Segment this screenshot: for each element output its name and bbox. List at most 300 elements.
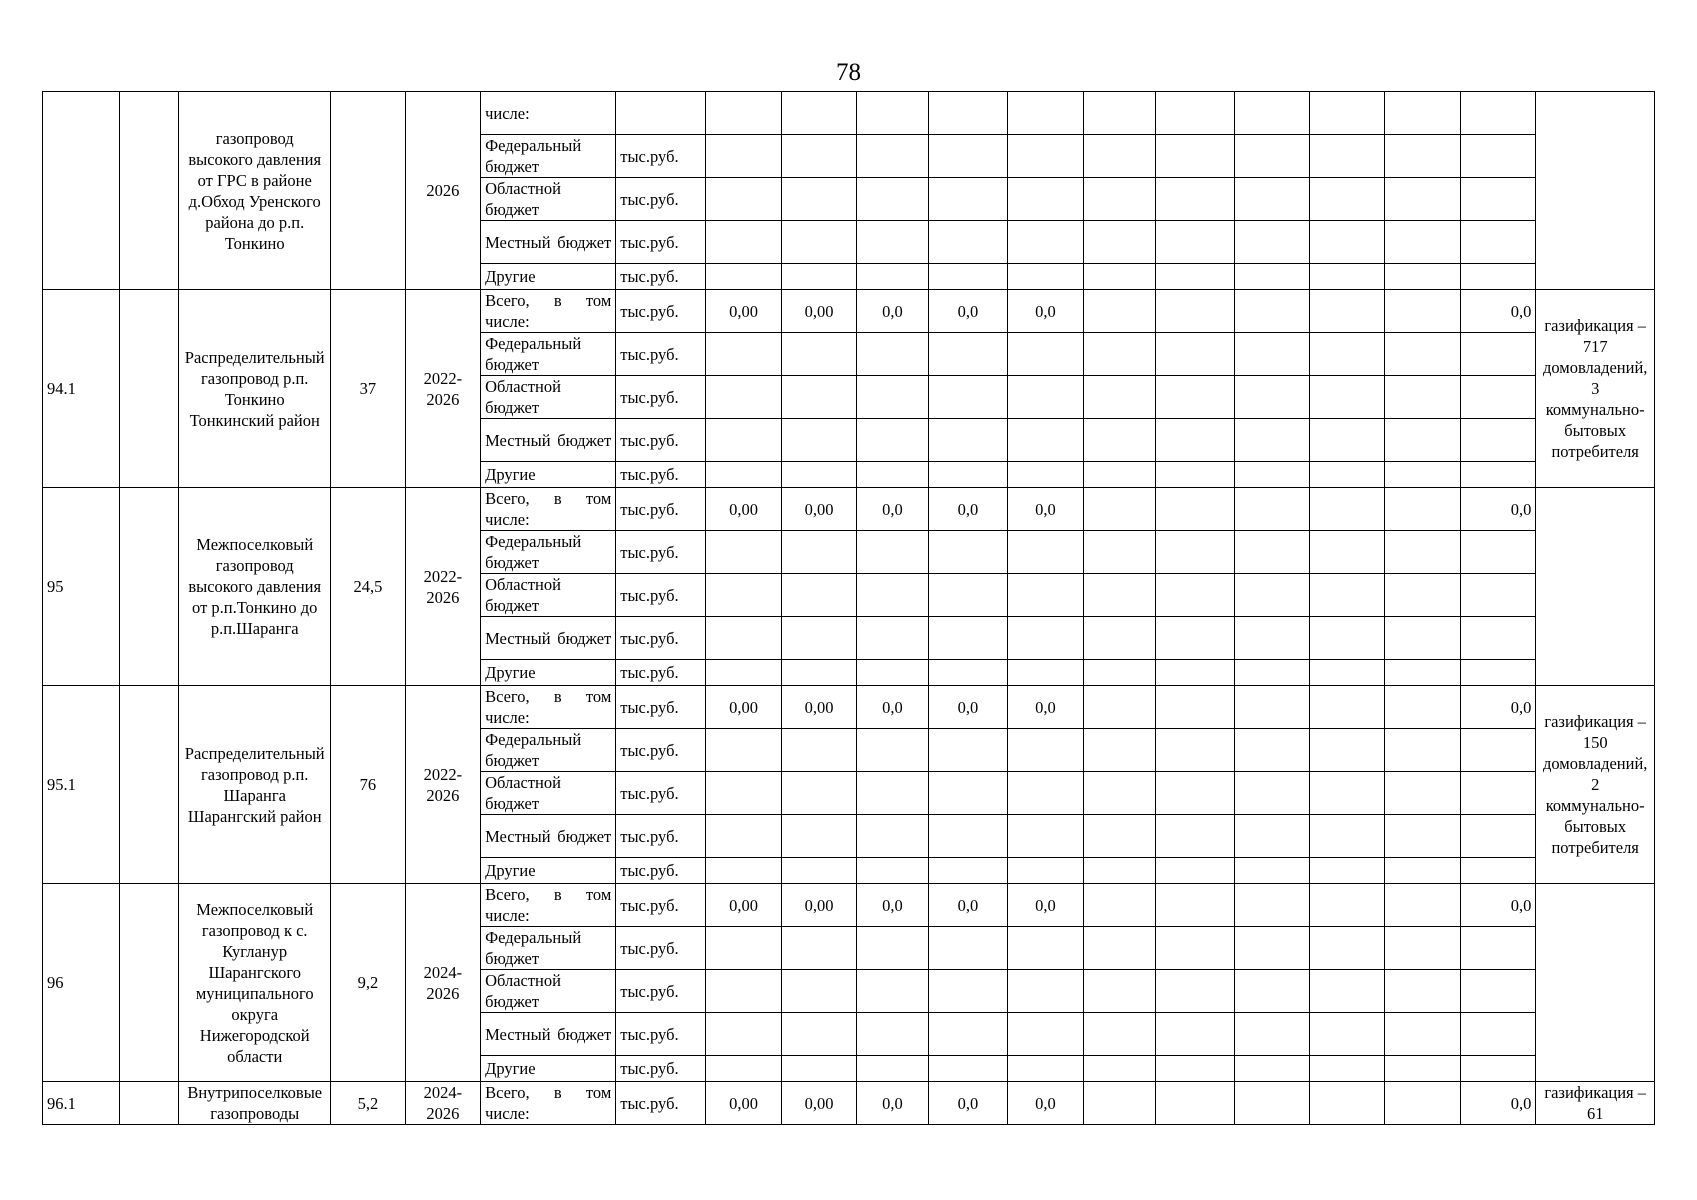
empty-cell	[1310, 729, 1385, 772]
object-name: Внутрипоселковые газопроводы	[179, 1082, 331, 1125]
empty-cell	[1385, 574, 1460, 617]
period-value: 2022-2026	[405, 488, 480, 686]
empty-cell	[1310, 178, 1385, 221]
empty-cell	[1385, 264, 1460, 290]
empty-cell	[1083, 333, 1155, 376]
year-value	[781, 92, 856, 135]
year-value	[781, 858, 856, 884]
unit-label: тыс.руб.	[616, 660, 706, 686]
year-value	[928, 333, 1008, 376]
year-value	[857, 264, 928, 290]
total-value	[1460, 1056, 1535, 1082]
empty-cell	[1155, 1082, 1234, 1125]
empty-cell	[1083, 221, 1155, 264]
year-value: 0,0	[1008, 488, 1083, 531]
empty-cell	[1234, 574, 1309, 617]
year-value	[706, 1013, 781, 1056]
year-value	[706, 772, 781, 815]
unit-label: тыс.руб.	[616, 333, 706, 376]
year-value: 0,0	[928, 884, 1008, 927]
empty-cell	[1385, 1013, 1460, 1056]
year-value	[706, 858, 781, 884]
year-value: 0,0	[857, 884, 928, 927]
empty-cell	[1083, 462, 1155, 488]
total-value	[1460, 178, 1535, 221]
unit-label: тыс.руб.	[616, 970, 706, 1013]
year-value: 0,00	[706, 1082, 781, 1125]
year-value: 0,00	[706, 488, 781, 531]
year-value: 0,00	[706, 686, 781, 729]
year-value	[857, 221, 928, 264]
empty-cell	[1385, 531, 1460, 574]
total-value: 0,0	[1460, 290, 1535, 333]
blank-cell	[119, 1082, 179, 1125]
year-value	[706, 462, 781, 488]
empty-cell	[1385, 772, 1460, 815]
year-value	[928, 1013, 1008, 1056]
empty-cell	[1385, 617, 1460, 660]
unit-label: тыс.руб.	[616, 290, 706, 333]
year-value	[706, 92, 781, 135]
empty-cell	[1385, 290, 1460, 333]
year-value	[781, 264, 856, 290]
row-number: 94.1	[43, 290, 120, 488]
empty-cell	[1083, 574, 1155, 617]
empty-cell	[1155, 1056, 1234, 1082]
empty-cell	[1155, 178, 1234, 221]
unit-label: тыс.руб.	[616, 1056, 706, 1082]
funding-source-label: Федеральный бюджет	[481, 135, 616, 178]
year-value	[928, 264, 1008, 290]
year-value	[1008, 264, 1083, 290]
funding-source-label: Местный бюджет	[481, 221, 616, 264]
total-value	[1460, 772, 1535, 815]
funding-source-label: Федеральный бюджет	[481, 333, 616, 376]
empty-cell	[1385, 1056, 1460, 1082]
result-note	[1536, 92, 1655, 290]
year-value: 0,0	[1008, 884, 1083, 927]
result-note: газификация – 150 домовладений, 2 коммунально-бытовых потребителя	[1536, 686, 1655, 884]
empty-cell	[1385, 884, 1460, 927]
empty-cell	[1083, 617, 1155, 660]
empty-cell	[1234, 686, 1309, 729]
total-value	[1460, 617, 1535, 660]
empty-cell	[1155, 419, 1234, 462]
year-value	[857, 333, 928, 376]
year-value	[1008, 1056, 1083, 1082]
empty-cell	[1155, 574, 1234, 617]
empty-cell	[1155, 462, 1234, 488]
total-value	[1460, 729, 1535, 772]
empty-cell	[1385, 221, 1460, 264]
year-value	[1008, 135, 1083, 178]
funding-source-label: Федеральный бюджет	[481, 927, 616, 970]
year-value: 0,0	[928, 488, 1008, 531]
unit-label: тыс.руб.	[616, 686, 706, 729]
year-value	[1008, 815, 1083, 858]
empty-cell	[1083, 772, 1155, 815]
funding-source-label: Всего, в том числе:	[481, 1082, 616, 1125]
unit-label: тыс.руб.	[616, 927, 706, 970]
result-note	[1536, 488, 1655, 686]
year-value	[1008, 333, 1083, 376]
object-name: Распределительный газопровод р.п. Шаранга Шарангский район	[179, 686, 331, 884]
unit-label: тыс.руб.	[616, 221, 706, 264]
year-value	[781, 376, 856, 419]
empty-cell	[1234, 729, 1309, 772]
year-value	[706, 927, 781, 970]
unit-label: тыс.руб.	[616, 1082, 706, 1125]
empty-cell	[1155, 290, 1234, 333]
empty-cell	[1385, 376, 1460, 419]
empty-cell	[1310, 290, 1385, 333]
empty-cell	[1310, 333, 1385, 376]
empty-cell	[1083, 686, 1155, 729]
empty-cell	[1310, 1082, 1385, 1125]
empty-cell	[1083, 815, 1155, 858]
year-value: 0,0	[928, 290, 1008, 333]
empty-cell	[1310, 1013, 1385, 1056]
year-value	[781, 221, 856, 264]
empty-cell	[1155, 815, 1234, 858]
total-value	[1460, 333, 1535, 376]
empty-cell	[1310, 376, 1385, 419]
year-value	[706, 729, 781, 772]
blank-cell	[119, 686, 179, 884]
year-value	[1008, 927, 1083, 970]
year-value	[706, 135, 781, 178]
empty-cell	[1083, 1056, 1155, 1082]
object-name: Межпоселковый газопровод к с. Кугланур Шарангского муниципального округа Нижегородской области	[179, 884, 331, 1082]
object-name: газопровод высокого давления от ГРС в районе д.Обход Уренского района до р.п. Тонкино	[179, 92, 331, 290]
empty-cell	[1234, 333, 1309, 376]
year-value	[857, 815, 928, 858]
year-value	[928, 1056, 1008, 1082]
total-value	[1460, 927, 1535, 970]
object-name: Распределительный газопровод р.п. Тонкино Тонкинский район	[179, 290, 331, 488]
unit-label	[616, 92, 706, 135]
empty-cell	[1234, 660, 1309, 686]
empty-cell	[1310, 419, 1385, 462]
total-value	[1460, 1013, 1535, 1056]
empty-cell	[1155, 264, 1234, 290]
year-value	[781, 1056, 856, 1082]
empty-cell	[1385, 178, 1460, 221]
year-value: 0,0	[857, 290, 928, 333]
funding-source-label: Другие	[481, 264, 616, 290]
total-value	[1460, 92, 1535, 135]
empty-cell	[1083, 419, 1155, 462]
empty-cell	[1234, 617, 1309, 660]
year-value: 0,0	[857, 1082, 928, 1125]
year-value	[928, 970, 1008, 1013]
unit-label: тыс.руб.	[616, 419, 706, 462]
year-value	[1008, 660, 1083, 686]
year-value	[706, 574, 781, 617]
empty-cell	[1310, 92, 1385, 135]
year-value	[1008, 858, 1083, 884]
empty-cell	[1234, 290, 1309, 333]
row-number	[43, 92, 120, 290]
year-value	[928, 815, 1008, 858]
year-value	[1008, 419, 1083, 462]
year-value: 0,0	[857, 488, 928, 531]
year-value	[706, 419, 781, 462]
year-value	[706, 815, 781, 858]
year-value: 0,00	[781, 1082, 856, 1125]
period-value: 2024-2026	[405, 884, 480, 1082]
year-value	[1008, 376, 1083, 419]
funding-source-label: Областной бюджет	[481, 376, 616, 419]
funding-source-label: Всего, в том числе:	[481, 884, 616, 927]
year-value	[781, 135, 856, 178]
year-value	[928, 617, 1008, 660]
gas-program-table	[42, 91, 1655, 1125]
empty-cell	[1155, 376, 1234, 419]
year-value	[1008, 617, 1083, 660]
year-value	[1008, 221, 1083, 264]
year-value	[857, 970, 928, 1013]
empty-cell	[1083, 660, 1155, 686]
total-value	[1460, 858, 1535, 884]
year-value	[928, 135, 1008, 178]
period-value: 2022-2026	[405, 290, 480, 488]
year-value	[706, 617, 781, 660]
empty-cell	[1155, 1013, 1234, 1056]
empty-cell	[1155, 333, 1234, 376]
year-value	[781, 531, 856, 574]
empty-cell	[1310, 686, 1385, 729]
year-value	[781, 660, 856, 686]
empty-cell	[1234, 884, 1309, 927]
empty-cell	[1234, 1082, 1309, 1125]
empty-cell	[1234, 92, 1309, 135]
funding-source-label: Другие	[481, 660, 616, 686]
empty-cell	[1310, 927, 1385, 970]
empty-cell	[1385, 419, 1460, 462]
empty-cell	[1385, 815, 1460, 858]
year-value	[928, 858, 1008, 884]
empty-cell	[1310, 884, 1385, 927]
row-number: 96.1	[43, 1082, 120, 1125]
table-row	[43, 686, 1655, 729]
year-value	[857, 135, 928, 178]
empty-cell	[1385, 858, 1460, 884]
year-value	[857, 574, 928, 617]
empty-cell	[1083, 927, 1155, 970]
length-value: 9,2	[331, 884, 405, 1082]
length-value: 24,5	[331, 488, 405, 686]
unit-label: тыс.руб.	[616, 858, 706, 884]
empty-cell	[1385, 1082, 1460, 1125]
year-value: 0,0	[928, 686, 1008, 729]
empty-cell	[1083, 970, 1155, 1013]
year-value	[781, 1013, 856, 1056]
empty-cell	[1234, 970, 1309, 1013]
blank-cell	[119, 488, 179, 686]
empty-cell	[1310, 660, 1385, 686]
total-value: 0,0	[1460, 686, 1535, 729]
length-value: 5,2	[331, 1082, 405, 1125]
empty-cell	[1083, 488, 1155, 531]
year-value	[706, 660, 781, 686]
year-value	[781, 574, 856, 617]
period-value: 2022-2026	[405, 686, 480, 884]
empty-cell	[1083, 858, 1155, 884]
empty-cell	[1385, 660, 1460, 686]
total-value: 0,0	[1460, 1082, 1535, 1125]
funding-source-label: Другие	[481, 858, 616, 884]
unit-label: тыс.руб.	[616, 617, 706, 660]
empty-cell	[1155, 858, 1234, 884]
year-value	[857, 419, 928, 462]
year-value	[781, 617, 856, 660]
empty-cell	[1083, 290, 1155, 333]
empty-cell	[1155, 660, 1234, 686]
year-value	[706, 178, 781, 221]
unit-label: тыс.руб.	[616, 1013, 706, 1056]
year-value: 0,0	[1008, 686, 1083, 729]
empty-cell	[1385, 135, 1460, 178]
empty-cell	[1155, 135, 1234, 178]
empty-cell	[1310, 574, 1385, 617]
year-value	[781, 970, 856, 1013]
year-value	[781, 729, 856, 772]
empty-cell	[1234, 462, 1309, 488]
year-value	[706, 376, 781, 419]
page-number: 78	[836, 59, 861, 86]
year-value: 0,0	[857, 686, 928, 729]
total-value	[1460, 376, 1535, 419]
year-value	[928, 92, 1008, 135]
empty-cell	[1310, 488, 1385, 531]
year-value	[706, 221, 781, 264]
blank-cell	[119, 92, 179, 290]
total-value	[1460, 660, 1535, 686]
total-value	[1460, 419, 1535, 462]
row-number: 95.1	[43, 686, 120, 884]
empty-cell	[1234, 419, 1309, 462]
unit-label: тыс.руб.	[616, 135, 706, 178]
year-value	[781, 772, 856, 815]
total-value	[1460, 264, 1535, 290]
empty-cell	[1310, 772, 1385, 815]
funding-source-label: Другие	[481, 1056, 616, 1082]
table-row	[43, 884, 1655, 927]
row-number: 96	[43, 884, 120, 1082]
empty-cell	[1234, 178, 1309, 221]
year-value	[1008, 1013, 1083, 1056]
empty-cell	[1310, 264, 1385, 290]
year-value: 0,00	[781, 686, 856, 729]
empty-cell	[1083, 92, 1155, 135]
year-value	[857, 729, 928, 772]
empty-cell	[1234, 376, 1309, 419]
length-value: 76	[331, 686, 405, 884]
year-value	[1008, 729, 1083, 772]
year-value	[928, 221, 1008, 264]
funding-source-label: Областной бюджет	[481, 178, 616, 221]
empty-cell	[1234, 815, 1309, 858]
year-value	[1008, 462, 1083, 488]
funding-source-label: Местный бюджет	[481, 419, 616, 462]
table-row	[43, 1082, 1655, 1125]
year-value: 0,00	[781, 488, 856, 531]
empty-cell	[1234, 221, 1309, 264]
unit-label: тыс.руб.	[616, 178, 706, 221]
year-value	[781, 419, 856, 462]
empty-cell	[1385, 333, 1460, 376]
unit-label: тыс.руб.	[616, 488, 706, 531]
year-value	[928, 462, 1008, 488]
empty-cell	[1234, 135, 1309, 178]
year-value	[928, 531, 1008, 574]
year-value	[928, 574, 1008, 617]
year-value	[706, 1056, 781, 1082]
table-row	[43, 92, 1655, 135]
period-value: 2026	[405, 92, 480, 290]
year-value: 0,00	[706, 884, 781, 927]
empty-cell	[1083, 1082, 1155, 1125]
year-value	[1008, 178, 1083, 221]
funding-source-label: Местный бюджет	[481, 617, 616, 660]
funding-source-label: Местный бюджет	[481, 1013, 616, 1056]
year-value	[857, 772, 928, 815]
empty-cell	[1234, 531, 1309, 574]
total-value: 0,0	[1460, 884, 1535, 927]
empty-cell	[1155, 531, 1234, 574]
year-value	[857, 178, 928, 221]
total-value	[1460, 815, 1535, 858]
empty-cell	[1083, 135, 1155, 178]
unit-label: тыс.руб.	[616, 264, 706, 290]
year-value	[781, 815, 856, 858]
year-value	[857, 376, 928, 419]
empty-cell	[1310, 617, 1385, 660]
empty-cell	[1083, 376, 1155, 419]
empty-cell	[1083, 531, 1155, 574]
empty-cell	[1155, 927, 1234, 970]
empty-cell	[1385, 488, 1460, 531]
year-value: 0,0	[928, 1082, 1008, 1125]
year-value	[857, 660, 928, 686]
empty-cell	[1155, 92, 1234, 135]
year-value	[706, 970, 781, 1013]
funding-source-label: Федеральный бюджет	[481, 531, 616, 574]
empty-cell	[1155, 488, 1234, 531]
empty-cell	[1155, 221, 1234, 264]
year-value	[857, 92, 928, 135]
empty-cell	[1234, 772, 1309, 815]
unit-label: тыс.руб.	[616, 884, 706, 927]
funding-source-label: Федеральный бюджет	[481, 729, 616, 772]
year-value: 0,00	[781, 290, 856, 333]
total-value	[1460, 221, 1535, 264]
total-value	[1460, 462, 1535, 488]
total-value: 0,0	[1460, 488, 1535, 531]
total-value	[1460, 531, 1535, 574]
year-value	[928, 376, 1008, 419]
row-number: 95	[43, 488, 120, 686]
result-note: газификация – 717 домовладений, 3 коммунально-бытовых потребителя	[1536, 290, 1655, 488]
funding-source-label: Областной бюджет	[481, 970, 616, 1013]
empty-cell	[1155, 729, 1234, 772]
result-note: газификация – 61	[1536, 1082, 1655, 1125]
empty-cell	[1155, 884, 1234, 927]
empty-cell	[1385, 92, 1460, 135]
year-value	[857, 858, 928, 884]
blank-cell	[119, 884, 179, 1082]
